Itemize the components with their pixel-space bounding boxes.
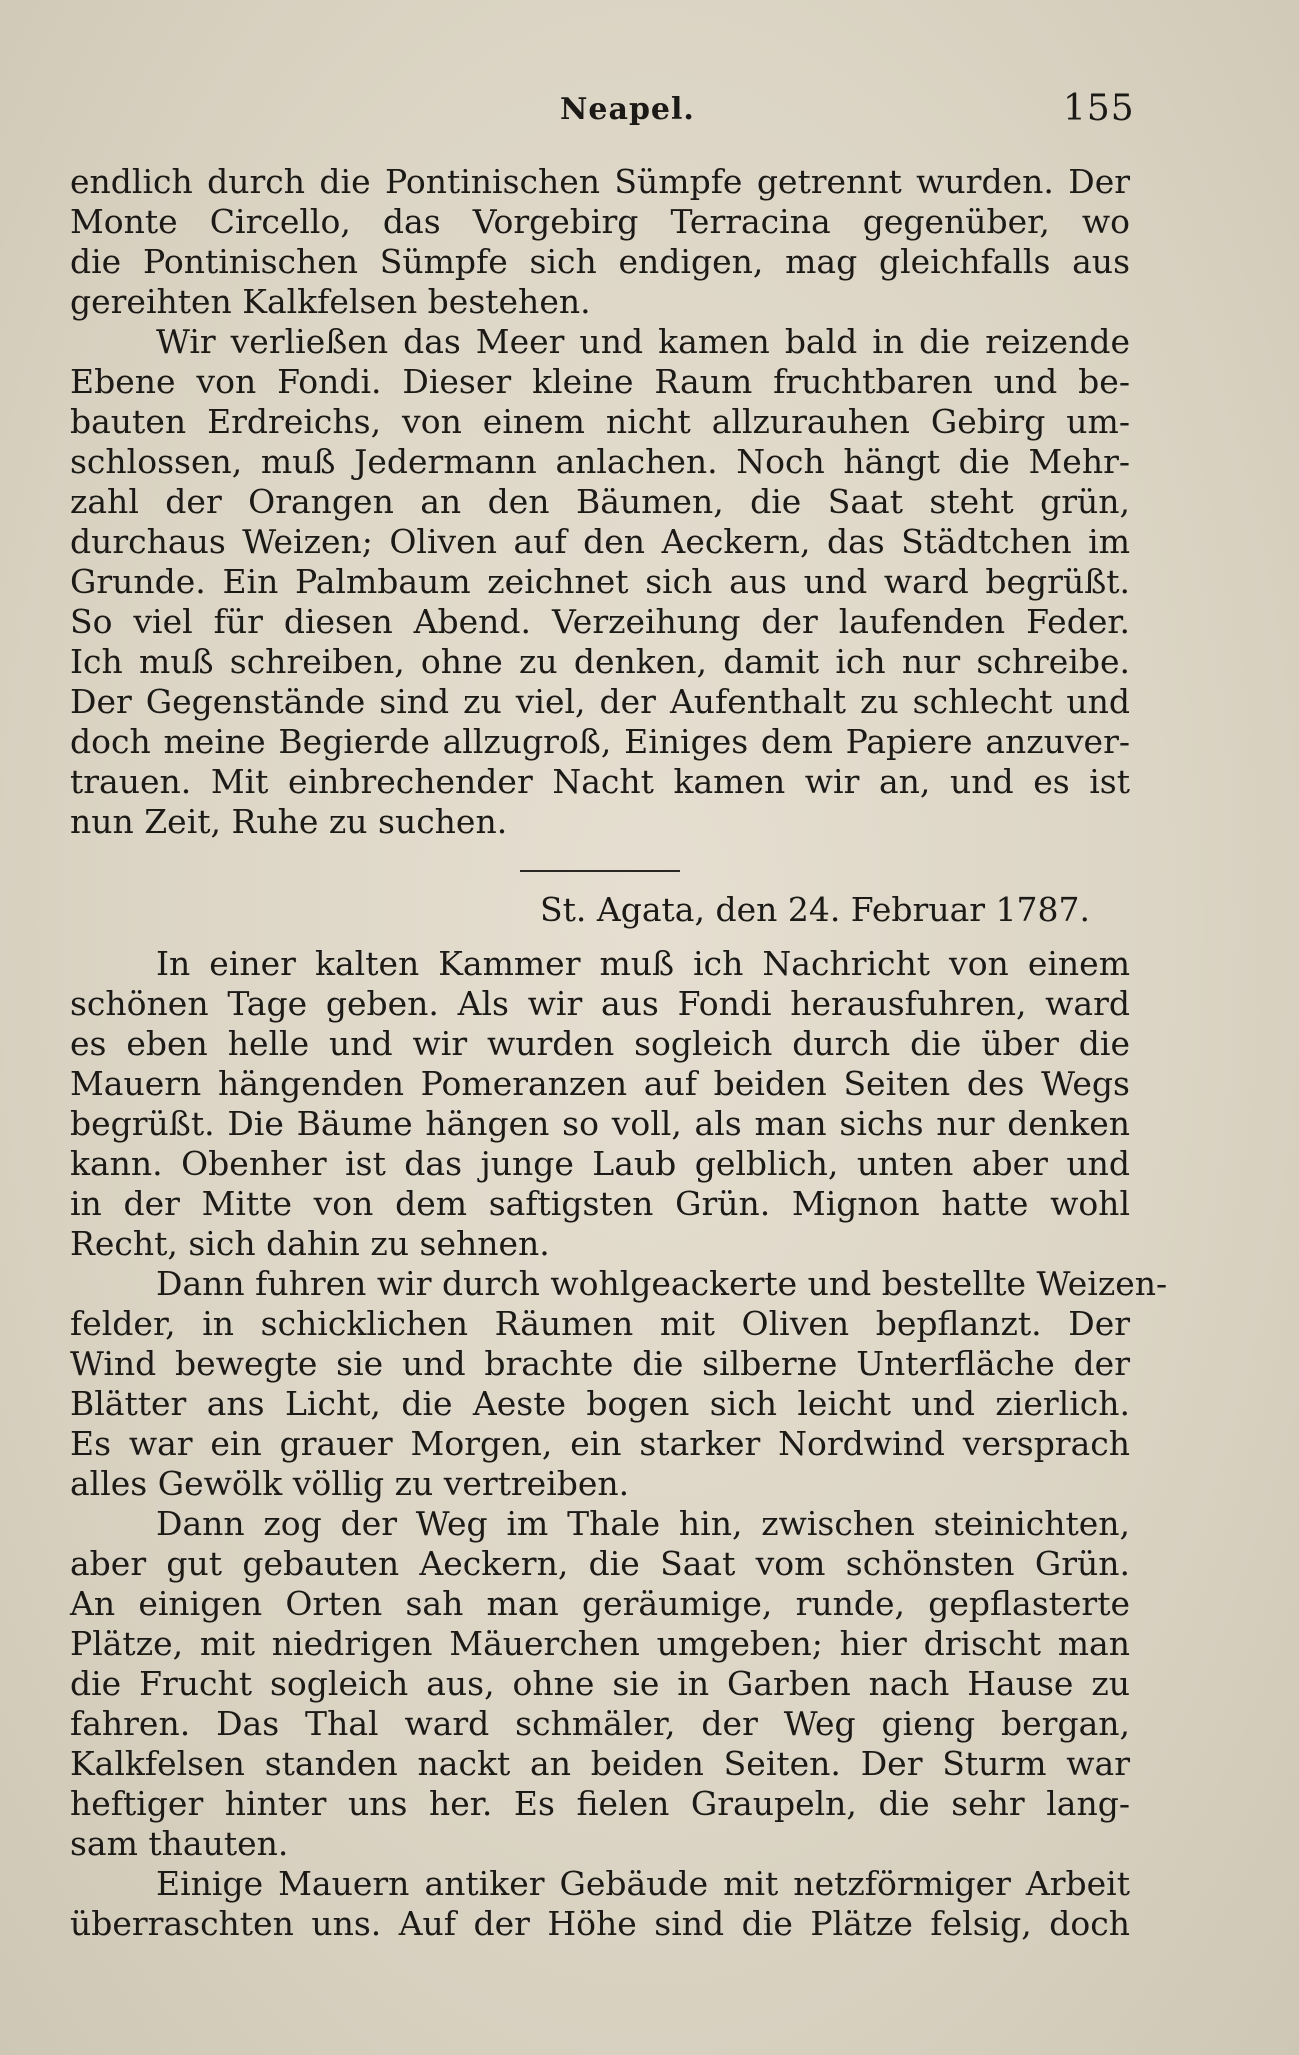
text-line: An einigen Orten sah man geräumige, runde, gepflasterte xyxy=(70,1584,1130,1623)
text-line: Wind bewegte sie und brachte die silberne Unterfläche der xyxy=(70,1344,1130,1383)
section-1 xyxy=(70,162,1130,842)
text-line: kann. Obenher ist das junge Laub gelblich, unten aber und xyxy=(70,1144,1130,1183)
text-line: aber gut gebauten Aeckern, die Saat vom schönsten Grün. xyxy=(70,1544,1130,1583)
text-line: Plätze, mit niedrigen Mäuerchen umgeben; hier drischt man xyxy=(70,1624,1130,1663)
text-line: Einige Mauern antiker Gebäude mit netzförmiger Arbeit xyxy=(156,1864,1130,1903)
text-line: felder, in schicklichen Räumen mit Oliven bepflanzt. Der xyxy=(70,1304,1130,1343)
text-line: Es war ein grauer Morgen, ein starker Nordwind versprach xyxy=(70,1424,1130,1463)
text-line: Ebene von Fondi. Dieser kleine Raum fruchtbaren und be- xyxy=(70,362,1130,401)
text-line: Mauern hängenden Pomeranzen auf beiden Seiten des Wegs xyxy=(70,1064,1130,1103)
text-line: Wir verließen das Meer und kamen bald in die reizende xyxy=(156,322,1130,361)
text-line: Kalkfelsen standen nackt an beiden Seiten. Der Sturm war xyxy=(70,1744,1130,1783)
text-line: Der Gegenstände sind zu viel, der Aufenthalt zu schlecht und xyxy=(70,682,1130,721)
text-line: Ich muß schreiben, ohne zu denken, damit ich nur schreibe. xyxy=(70,642,1130,681)
text-line: begrüßt. Die Bäume hängen so voll, als man sichs nur denken xyxy=(70,1104,1130,1143)
section-divider xyxy=(520,870,680,872)
text-line: Recht, sich dahin zu sehnen. xyxy=(70,1224,550,1263)
text-line: überraschten uns. Auf der Höhe sind die Plätze felsig, doch xyxy=(70,1904,1130,1943)
text-line: gereihten Kalkfelsen bestehen. xyxy=(70,282,591,321)
text-line: durchaus Weizen; Oliven auf den Aeckern, das Städtchen im xyxy=(70,522,1130,561)
running-title: Neapel. xyxy=(560,92,695,127)
text-line: alles Gewölk völlig zu vertreiben. xyxy=(70,1464,630,1503)
text-line: trauen. Mit einbrechender Nacht kamen wir an, und es ist xyxy=(70,762,1130,801)
text-line: es eben helle und wir wurden sogleich durch die über die xyxy=(70,1024,1130,1063)
text-line: So viel für diesen Abend. Verzeihung der laufenden Feder. xyxy=(70,602,1130,641)
text-line: die Frucht sogleich aus, ohne sie in Garben nach Hause zu xyxy=(70,1664,1130,1703)
text-line: Dann fuhren wir durch wohlgeackerte und bestellte Weizen- xyxy=(156,1264,1168,1303)
text-line: endlich durch die Pontinischen Sümpfe getrennt wurden. Der xyxy=(70,162,1130,201)
text-line: bauten Erdreichs, von einem nicht allzurauhen Gebirg um- xyxy=(70,402,1130,441)
text-line: Dann zog der Weg im Thale hin, zwischen steinichten, xyxy=(156,1504,1130,1543)
text-line: heftiger hinter uns her. Es fielen Graupeln, die sehr lang- xyxy=(70,1784,1130,1823)
text-line: In einer kalten Kammer muß ich Nachricht von einem xyxy=(156,944,1130,983)
running-head xyxy=(0,88,1299,142)
text-line: in der Mitte von dem saftigsten Grün. Mignon hatte wohl xyxy=(70,1184,1130,1223)
text-line: die Pontinischen Sümpfe sich endigen, mag gleichfalls aus xyxy=(70,242,1130,281)
text-line: nun Zeit, Ruhe zu suchen. xyxy=(70,802,508,841)
text-line: Monte Circello, das Vorgebirg Terracina gegenüber, wo xyxy=(70,202,1130,241)
text-line: doch meine Begierde allzugroß, Einiges dem Papiere anzuver- xyxy=(70,722,1130,761)
text-line: Grunde. Ein Palmbaum zeichnet sich aus und ward begrüßt. xyxy=(70,562,1130,601)
text-line: zahl der Orangen an den Bäumen, die Saat steht grün, xyxy=(70,482,1130,521)
text-line: sam thauten. xyxy=(70,1824,289,1863)
page-number: 155 xyxy=(1063,88,1135,129)
text-line: schönen Tage geben. Als wir aus Fondi herausfuhren, ward xyxy=(70,984,1130,1023)
text-line: schlossen, muß Jedermann anlachen. Noch hängt die Mehr- xyxy=(70,442,1130,481)
section-2 xyxy=(70,944,1168,1944)
dateline: St. Agata, den 24. Februar 1787. xyxy=(540,890,1090,929)
text-line: Blätter ans Licht, die Aeste bogen sich leicht und zierlich. xyxy=(70,1384,1130,1423)
text-line: fahren. Das Thal ward schmäler, der Weg gieng bergan, xyxy=(70,1704,1130,1743)
body-text xyxy=(70,162,1168,1944)
